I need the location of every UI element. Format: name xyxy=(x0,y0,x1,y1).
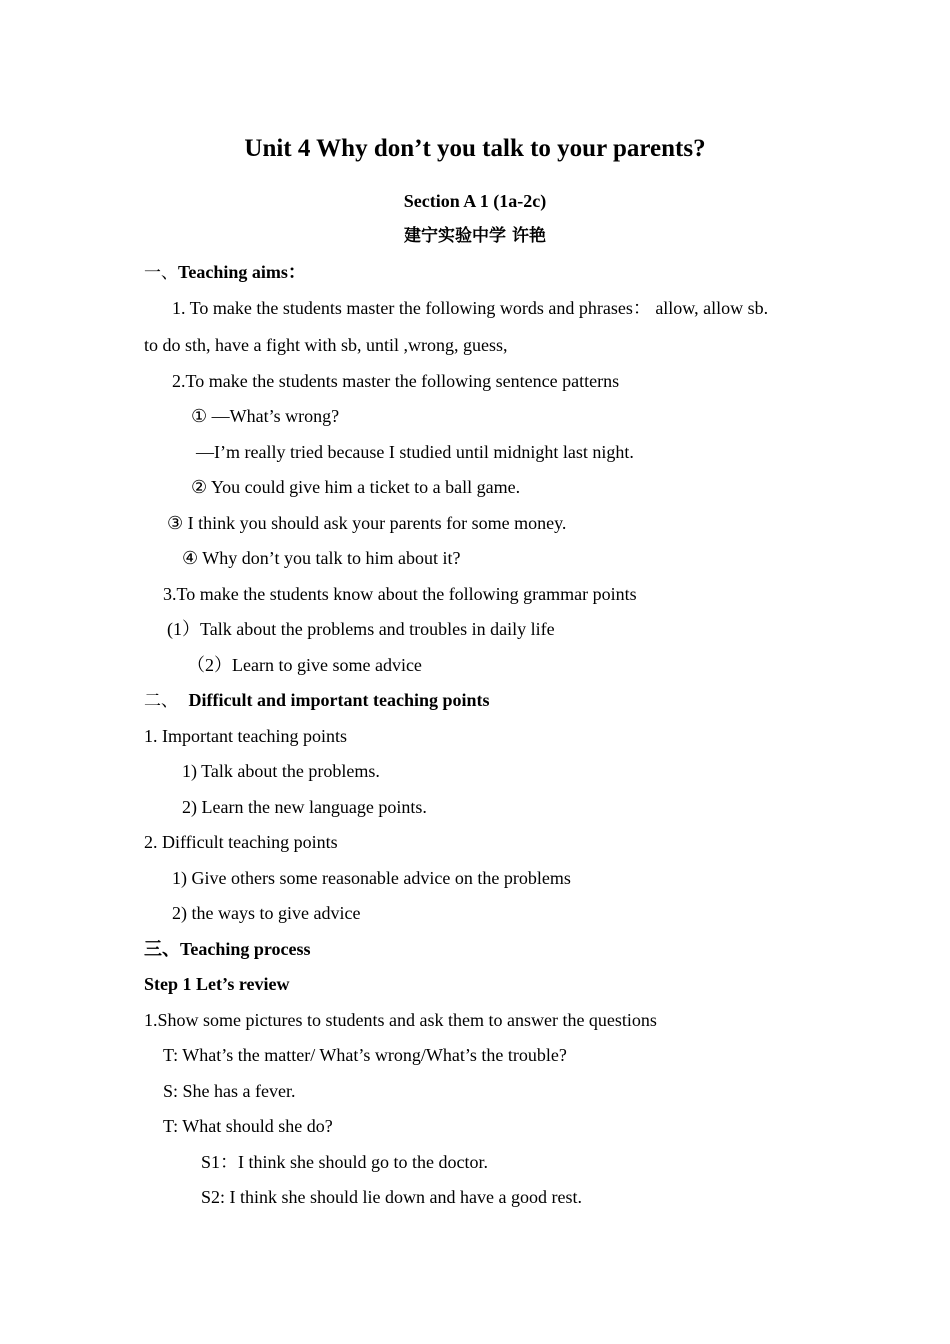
important-point-2: 2) Learn the new language points. xyxy=(182,797,427,817)
sentence-pattern-1b: —I’m really tried because I studied until midnight last night. xyxy=(196,442,634,462)
dialog-line: S2: I think she should lie down and have a good rest. xyxy=(201,1187,582,1207)
difficult-points-label: 2. Difficult teaching points xyxy=(144,832,338,852)
aims-item-3: 3.To make the students know about the following grammar points xyxy=(163,584,637,604)
step-1-task: 1.Show some pictures to students and ask them to answer the questions xyxy=(144,1010,657,1030)
points-heading-number: 二、 xyxy=(144,691,178,711)
grammar-point-2: （2）Learn to give some advice xyxy=(187,655,422,675)
step-1-heading: Step 1 Let’s review xyxy=(144,974,290,994)
dialog-line: S: She has a fever. xyxy=(163,1081,296,1101)
sentence-pattern-3: ③ I think you should ask your parents for some money. xyxy=(167,513,567,533)
aims-heading-text: Teaching aims： xyxy=(178,262,306,282)
sentence-pattern-2: ② You could give him a ticket to a ball game. xyxy=(191,477,521,497)
document-title: Unit 4 Why don’t you talk to your parents? xyxy=(244,135,706,162)
dialog-line: S1：I think she should go to the doctor. xyxy=(201,1152,488,1172)
section-subtitle: Section A 1 (1a-2c) xyxy=(403,191,547,211)
points-heading-text: Difficult and important teaching points xyxy=(188,690,490,710)
aims-heading-number: 一、 xyxy=(144,263,178,283)
dialog-line: T: What’s the matter/ What’s wrong/What’s the trouble? xyxy=(163,1045,567,1065)
dialog-line: T: What should she do? xyxy=(163,1116,333,1136)
points-heading xyxy=(144,688,490,713)
sentence-pattern-1a: ① —What’s wrong? xyxy=(191,406,340,426)
difficult-point-2: 2) the ways to give advice xyxy=(172,903,361,923)
author-line: 建宁实验中学 许艳 xyxy=(404,226,546,246)
aims-heading xyxy=(144,260,306,285)
aims-item-1-line-1: 1. To make the students master the following words and phrases： allow, allow sb. xyxy=(172,298,769,318)
grammar-point-1: (1）Talk about the problems and troubles in daily life xyxy=(167,619,555,639)
difficult-point-1: 1) Give others some reasonable advice on the problems xyxy=(172,868,571,888)
aims-item-1-line-2: to do sth, have a fight with sb, until ,wrong, guess, xyxy=(144,335,508,355)
important-point-1: 1) Talk about the problems. xyxy=(182,761,380,781)
sentence-pattern-4: ④ Why don’t you talk to him about it? xyxy=(182,548,461,568)
process-heading: 三、Teaching process xyxy=(144,939,311,959)
important-points-label: 1. Important teaching points xyxy=(144,726,347,746)
aims-item-2: 2.To make the students master the following sentence patterns xyxy=(172,371,620,391)
